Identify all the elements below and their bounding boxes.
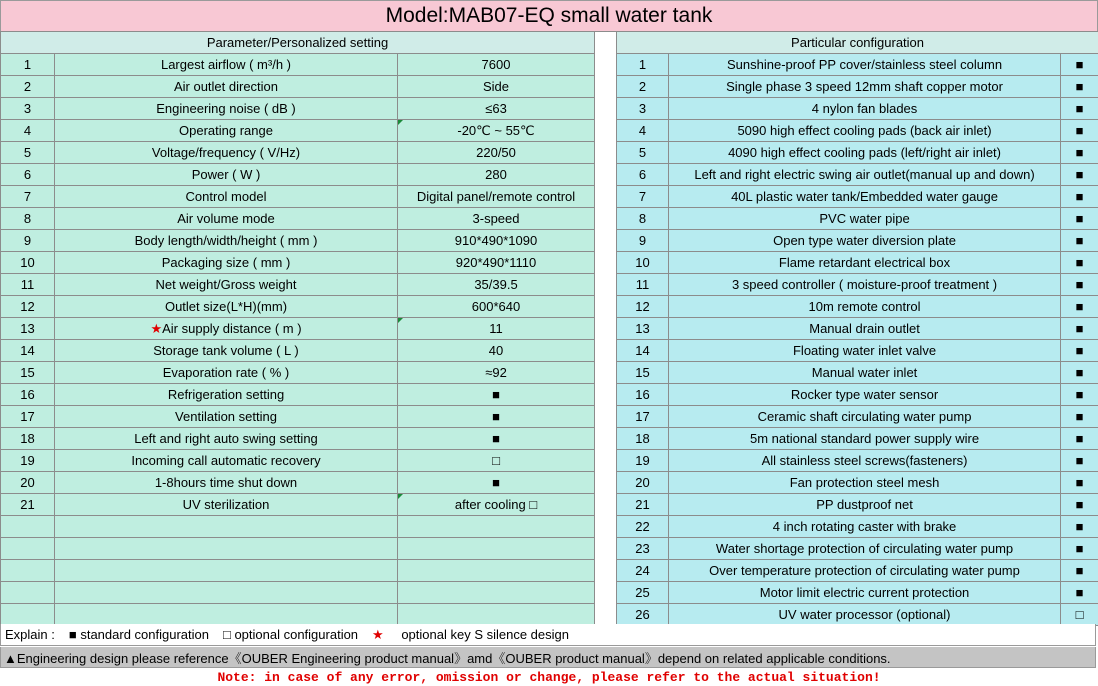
param-name xyxy=(55,252,398,274)
config-mark: ■ xyxy=(1061,296,1098,318)
table-row xyxy=(1,76,1098,98)
param-number: 16 xyxy=(1,384,55,406)
param-number: 5 xyxy=(1,142,55,164)
config-number: 18 xyxy=(617,428,669,450)
empty-cell xyxy=(55,560,398,582)
explain-prefix: Explain : xyxy=(5,627,55,642)
param-number: 8 xyxy=(1,208,55,230)
param-name xyxy=(55,450,398,472)
explain-key: optional key S silence design xyxy=(401,626,569,642)
config-number: 21 xyxy=(617,494,669,516)
config-item: 5090 high effect cooling pads (back air inlet) xyxy=(669,120,1061,142)
param-value: Side xyxy=(398,76,595,98)
param-value: ■ xyxy=(398,384,595,406)
param-number: 12 xyxy=(1,296,55,318)
param-number: 11 xyxy=(1,274,55,296)
explain-optional: □ optional configuration xyxy=(222,627,359,642)
config-number: 11 xyxy=(617,274,669,296)
param-label: Packaging size ( mm ) xyxy=(161,255,291,270)
table-row xyxy=(1,98,1098,120)
config-item: 10m remote control xyxy=(669,296,1061,318)
param-number: 20 xyxy=(1,472,55,494)
param-label: Outlet size(L*H)(mm) xyxy=(164,299,288,314)
param-name xyxy=(55,54,398,76)
param-label: Air outlet direction xyxy=(173,79,279,94)
config-item: Water shortage protection of circulating water pump xyxy=(669,538,1061,560)
config-mark: ■ xyxy=(1061,120,1098,142)
config-item: PP dustproof net xyxy=(669,494,1061,516)
empty-cell xyxy=(398,516,595,538)
star-icon: ★ xyxy=(150,320,163,336)
param-name xyxy=(55,494,398,516)
param-value: -20℃ ~ 55℃ xyxy=(398,120,595,142)
param-value: 11 xyxy=(398,318,595,340)
param-number: 7 xyxy=(1,186,55,208)
config-mark: ■ xyxy=(1061,208,1098,230)
empty-cell xyxy=(398,560,595,582)
param-value: 920*490*1110 xyxy=(398,252,595,274)
param-value: 600*640 xyxy=(398,296,595,318)
table-header-row xyxy=(1,32,1098,54)
empty-cell xyxy=(1,560,55,582)
config-number: 19 xyxy=(617,450,669,472)
empty-cell xyxy=(55,582,398,604)
config-item: Ceramic shaft circulating water pump xyxy=(669,406,1061,428)
param-name xyxy=(55,274,398,296)
config-mark: ■ xyxy=(1061,76,1098,98)
table-row xyxy=(1,274,1098,296)
config-mark: ■ xyxy=(1061,538,1098,560)
param-label: Refrigeration setting xyxy=(167,387,285,402)
param-name xyxy=(55,472,398,494)
config-item: UV water processor (optional) xyxy=(669,604,1061,626)
config-item: Flame retardant electrical box xyxy=(669,252,1061,274)
param-value: ■ xyxy=(398,472,595,494)
param-number: 19 xyxy=(1,450,55,472)
param-name xyxy=(55,230,398,252)
config-number: 3 xyxy=(617,98,669,120)
param-value: ≈92 xyxy=(398,362,595,384)
param-value: 220/50 xyxy=(398,142,595,164)
param-label: Power ( W ) xyxy=(191,167,261,182)
config-item: Fan protection steel mesh xyxy=(669,472,1061,494)
right-header: Particular configuration xyxy=(617,32,1098,54)
config-item: Motor limit electric current protection xyxy=(669,582,1061,604)
config-mark: ■ xyxy=(1061,186,1098,208)
param-label: Body length/width/height ( mm ) xyxy=(134,233,318,248)
param-number: 21 xyxy=(1,494,55,516)
config-item: 3 speed controller ( moisture-proof treatment ) xyxy=(669,274,1061,296)
table-row xyxy=(1,252,1098,274)
param-value: □ xyxy=(398,450,595,472)
config-mark: ■ xyxy=(1061,252,1098,274)
param-label: Ventilation setting xyxy=(175,409,277,424)
table-row xyxy=(1,516,1098,538)
param-value: 3-speed xyxy=(398,208,595,230)
param-number: 15 xyxy=(1,362,55,384)
param-number: 14 xyxy=(1,340,55,362)
config-mark: ■ xyxy=(1061,406,1098,428)
param-number: 4 xyxy=(1,120,55,142)
empty-cell xyxy=(55,538,398,560)
config-mark: ■ xyxy=(1061,384,1098,406)
config-mark: ■ xyxy=(1061,230,1098,252)
config-number: 16 xyxy=(617,384,669,406)
config-number: 1 xyxy=(617,54,669,76)
param-label: Largest airflow ( m³/h ) xyxy=(160,57,292,72)
table-row xyxy=(1,472,1098,494)
table-row xyxy=(1,604,1098,626)
param-name xyxy=(55,428,398,450)
table-row xyxy=(1,560,1098,582)
param-label: Left and right auto swing setting xyxy=(134,431,318,446)
config-number: 15 xyxy=(617,362,669,384)
param-number: 9 xyxy=(1,230,55,252)
config-mark: ■ xyxy=(1061,164,1098,186)
config-number: 26 xyxy=(617,604,669,626)
param-label: Air supply distance ( m ) xyxy=(162,320,302,336)
config-item: PVC water pipe xyxy=(669,208,1061,230)
config-item: Rocker type water sensor xyxy=(669,384,1061,406)
config-mark: □ xyxy=(1061,604,1098,626)
table-row xyxy=(1,120,1098,142)
param-value: ■ xyxy=(398,428,595,450)
config-number: 23 xyxy=(617,538,669,560)
empty-cell xyxy=(55,604,398,626)
param-label: UV sterilization xyxy=(182,497,270,512)
table-row xyxy=(1,362,1098,384)
param-name xyxy=(55,406,398,428)
config-item: Left and right electric swing air outlet(manual up and down) xyxy=(669,164,1061,186)
param-number: 10 xyxy=(1,252,55,274)
param-number: 1 xyxy=(1,54,55,76)
config-item: Single phase 3 speed 12mm shaft copper motor xyxy=(669,76,1061,98)
empty-cell xyxy=(55,516,398,538)
config-number: 22 xyxy=(617,516,669,538)
empty-cell xyxy=(398,538,595,560)
param-value: 7600 xyxy=(398,54,595,76)
config-number: 4 xyxy=(617,120,669,142)
empty-cell xyxy=(398,582,595,604)
param-name xyxy=(55,98,398,120)
config-number: 8 xyxy=(617,208,669,230)
config-item: 5m national standard power supply wire xyxy=(669,428,1061,450)
config-number: 10 xyxy=(617,252,669,274)
table-row xyxy=(1,582,1098,604)
empty-cell xyxy=(1,516,55,538)
table-row xyxy=(1,538,1098,560)
spec-table xyxy=(0,31,1098,626)
config-item: 4090 high effect cooling pads (left/right air inlet) xyxy=(669,142,1061,164)
config-mark: ■ xyxy=(1061,98,1098,120)
param-value: 40 xyxy=(398,340,595,362)
param-number: 2 xyxy=(1,76,55,98)
param-label: Air volume mode xyxy=(177,211,275,226)
empty-cell xyxy=(1,582,55,604)
param-name xyxy=(55,318,398,340)
table-row xyxy=(1,384,1098,406)
param-name xyxy=(55,362,398,384)
param-label: Control model xyxy=(185,189,267,204)
config-number: 7 xyxy=(617,186,669,208)
config-number: 25 xyxy=(617,582,669,604)
param-number: 13 xyxy=(1,318,55,340)
param-value: ≤63 xyxy=(398,98,595,120)
empty-cell xyxy=(1,538,55,560)
left-header: Parameter/Personalized setting xyxy=(1,32,595,54)
empty-cell xyxy=(398,604,595,626)
config-item: All stainless steel screws(fasteners) xyxy=(669,450,1061,472)
empty-cell xyxy=(1,604,55,626)
param-value: 280 xyxy=(398,164,595,186)
config-item: 4 inch rotating caster with brake xyxy=(669,516,1061,538)
param-label: Operating range xyxy=(179,123,273,138)
config-number: 5 xyxy=(617,142,669,164)
explain-standard: ■ standard configuration xyxy=(68,627,209,642)
param-name xyxy=(55,340,398,362)
config-number: 9 xyxy=(617,230,669,252)
explain-legend xyxy=(0,624,1096,646)
table-row xyxy=(1,54,1098,76)
table-row xyxy=(1,230,1098,252)
param-name xyxy=(55,296,398,318)
page-title: Model:MAB07-EQ small water tank xyxy=(0,0,1098,32)
config-item: 4 nylon fan blades xyxy=(669,98,1061,120)
config-mark: ■ xyxy=(1061,362,1098,384)
param-label: Incoming call automatic recovery xyxy=(131,453,321,468)
config-item: Manual water inlet xyxy=(669,362,1061,384)
config-mark: ■ xyxy=(1061,54,1098,76)
param-label: Voltage/frequency ( V/Hz) xyxy=(151,145,301,160)
config-mark: ■ xyxy=(1061,582,1098,604)
param-name xyxy=(55,384,398,406)
config-item: Open type water diversion plate xyxy=(669,230,1061,252)
config-item: Over temperature protection of circulating water pump xyxy=(669,560,1061,582)
param-name xyxy=(55,120,398,142)
table-row xyxy=(1,164,1098,186)
param-value: 910*490*1090 xyxy=(398,230,595,252)
param-name xyxy=(55,208,398,230)
param-label: Net weight/Gross weight xyxy=(155,277,297,292)
table-row xyxy=(1,428,1098,450)
param-number: 6 xyxy=(1,164,55,186)
config-mark: ■ xyxy=(1061,450,1098,472)
config-number: 20 xyxy=(617,472,669,494)
config-mark: ■ xyxy=(1061,472,1098,494)
table-row xyxy=(1,340,1098,362)
config-number: 14 xyxy=(617,340,669,362)
config-item: Sunshine-proof PP cover/stainless steel column xyxy=(669,54,1061,76)
table-row xyxy=(1,186,1098,208)
config-item: Floating water inlet valve xyxy=(669,340,1061,362)
config-mark: ■ xyxy=(1061,318,1098,340)
warning-note: Note: in case of any error, omission or change, please refer to the actual situation! xyxy=(217,669,881,685)
table-row xyxy=(1,296,1098,318)
param-label: Engineering noise ( dB ) xyxy=(156,101,296,116)
config-number: 13 xyxy=(617,318,669,340)
param-label: 1-8hours time shut down xyxy=(154,475,298,490)
param-number: 17 xyxy=(1,406,55,428)
config-mark: ■ xyxy=(1061,274,1098,296)
config-item: 40L plastic water tank/Embedded water gauge xyxy=(669,186,1061,208)
param-name xyxy=(55,164,398,186)
param-label: Storage tank volume ( L ) xyxy=(153,343,299,358)
config-number: 24 xyxy=(617,560,669,582)
config-mark: ■ xyxy=(1061,340,1098,362)
param-name xyxy=(55,142,398,164)
param-number: 3 xyxy=(1,98,55,120)
config-item: Manual drain outlet xyxy=(669,318,1061,340)
table-row xyxy=(1,142,1098,164)
param-name xyxy=(55,76,398,98)
config-number: 2 xyxy=(617,76,669,98)
config-mark: ■ xyxy=(1061,516,1098,538)
config-mark: ■ xyxy=(1061,428,1098,450)
param-name xyxy=(55,186,398,208)
param-value: after cooling □ xyxy=(398,494,595,516)
param-value: Digital panel/remote control xyxy=(398,186,595,208)
table-row xyxy=(1,318,1098,340)
config-number: 6 xyxy=(617,164,669,186)
star-icon: ★ xyxy=(372,626,384,642)
table-row xyxy=(1,406,1098,428)
config-number: 17 xyxy=(617,406,669,428)
param-value: ■ xyxy=(398,406,595,428)
config-number: 12 xyxy=(617,296,669,318)
table-row xyxy=(1,494,1098,516)
config-mark: ■ xyxy=(1061,560,1098,582)
config-mark: ■ xyxy=(1061,494,1098,516)
design-note: ▲Engineering design please reference《OUBER Engineering product manual》amd《OUBER product manual》depend on related applicable conditions. xyxy=(0,647,1096,668)
param-value: 35/39.5 xyxy=(398,274,595,296)
table-row xyxy=(1,450,1098,472)
column-gap xyxy=(595,32,617,626)
param-label: Evaporation rate ( % ) xyxy=(162,365,290,380)
param-number: 18 xyxy=(1,428,55,450)
config-mark: ■ xyxy=(1061,142,1098,164)
table-row xyxy=(1,208,1098,230)
